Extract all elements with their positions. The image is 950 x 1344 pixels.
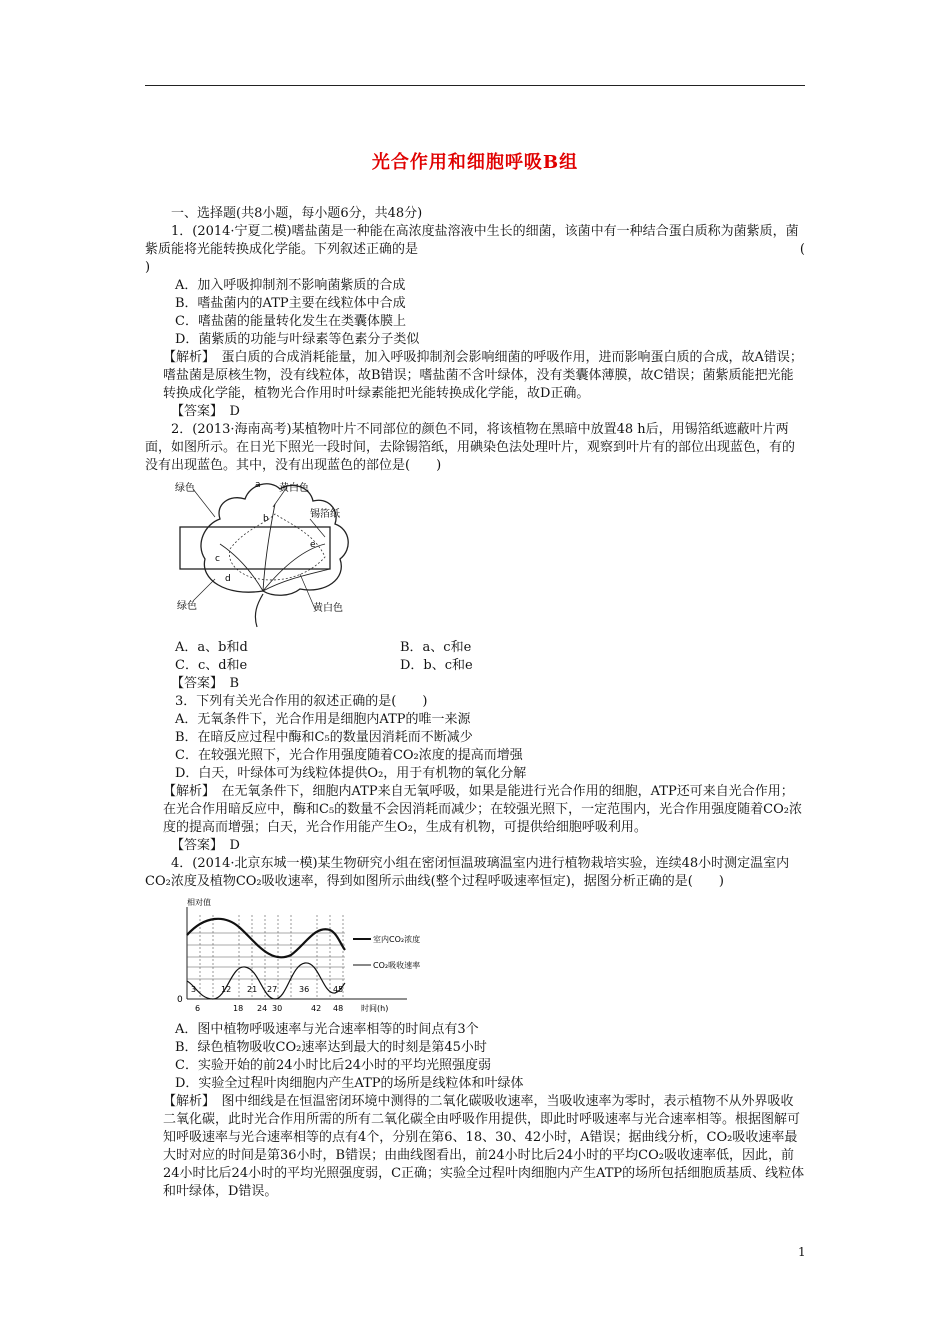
q3-analysis: 【解析】 在无氧条件下，细胞内ATP来自无氧呼吸，如果是能进行光合作用的细胞，ATP还可来自光合作用；在光合作用暗反应中，酶和C₅的数量不会因消耗而减少；在较强光照下，一定范围内，光合作用强度随着CO₂浓度的提高而增强；白天，光合作用能产生O₂，生成有机物，可提供给细胞呼吸利用。 xyxy=(163,784,802,835)
q3-option-d: D．白天，叶绿体可为线粒体提供O₂，用于有机物的氧化分解 xyxy=(175,766,527,781)
q1-paren-open: ( xyxy=(799,242,805,257)
tick-bottom-6: 6 xyxy=(195,1004,201,1013)
q3-option-a: A．无氧条件下，光合作用是细胞内ATP的唯一来源 xyxy=(175,712,471,727)
tick-bottom-24: 24 xyxy=(257,1004,268,1013)
q2-option-b: B．a、c和e xyxy=(400,640,472,655)
q2-answer: 【答案】 B xyxy=(171,676,240,691)
chart-xlabel: 时间(h) xyxy=(361,1004,389,1013)
tick-top-21: 21 xyxy=(247,985,258,994)
label-b: b xyxy=(263,514,269,524)
label-green-bottom: 绿色 xyxy=(177,601,197,612)
q4-stem: 4．(2014·北京东城一模)某生物研究小组在密闭恒温玻璃温室内进行植物栽培实验，连续48小时测定温室内CO₂浓度及植物CO₂吸收速率，得到如图所示曲线(整个过程呼吸速率恒定)，据图分析正确的是( ) xyxy=(145,856,790,889)
q1-option-d: D．菌紫质的功能与叶绿素等色素分子类似 xyxy=(175,332,420,347)
co2-chart-figure xyxy=(175,895,805,1019)
q2-option-a: A．a、b和d xyxy=(175,640,248,655)
q3-option-c: C．在较强光照下，光合作用强度随着CO₂浓度的提高而增强 xyxy=(175,748,523,763)
tick-top-12: 12 xyxy=(221,985,232,994)
tick-top-3: 3 xyxy=(191,985,197,994)
q1-paren-close: ) xyxy=(145,260,151,275)
label-yellow-top: 黄白色 xyxy=(279,483,309,494)
q2-options-row1 xyxy=(145,639,805,657)
leaf-figure xyxy=(175,479,805,637)
document-body xyxy=(145,205,805,1201)
chart-origin: 0 xyxy=(177,995,183,1005)
tick-bottom-48: 48 xyxy=(333,1004,344,1013)
q1-option-a: A．加入呼吸抑制剂不影响菌紫质的合成 xyxy=(175,278,406,293)
q2-stem: 2．(2013·海南高考)某植物叶片不同部位的颜色不同，将该植物在黑暗中放置48 h后，用锡箔纸遮蔽叶片两面，如图所示。在日光下照光一段时间，去除锡箔纸，用碘染色法处理叶片，观察到叶片有的部位出现蓝色，有的没有出现蓝色。其中，没有出现蓝色的部位是( ) xyxy=(145,422,796,473)
label-c: c xyxy=(215,554,220,564)
chart-legend-co2-concentration: 室内CO₂浓度 xyxy=(373,935,421,944)
q4-option-b: B．绿色植物吸收CO₂速率达到最大的时刻是第45小时 xyxy=(175,1040,487,1055)
q2-option-d: D．b、c和e xyxy=(400,658,473,673)
label-e: e xyxy=(310,540,316,550)
q3-answer: 【答案】 D xyxy=(171,838,240,853)
q1-analysis: 【解析】 蛋白质的合成消耗能量，加入呼吸抑制剂会影响细菌的呼吸作用，进而影响蛋白质的合成，故A错误；嗜盐菌是原核生物，没有线粒体，故B错误；嗜盐菌不含叶绿体，没有类囊体薄膜，故C错误；菌紫质能把光能转换成化学能，植物光合作用时叶绿素能把光能转换成化学能，故D正确。 xyxy=(163,350,803,401)
q4-option-a: A．图中植物呼吸速率与光合速率相等的时间点有3个 xyxy=(175,1022,479,1037)
tick-bottom-42: 42 xyxy=(311,1004,322,1013)
tick-top-27: 27 xyxy=(267,985,278,994)
label-a: a xyxy=(255,480,261,490)
q3-option-b: B．在暗反应过程中酶和C₅的数量因消耗而不断减少 xyxy=(175,730,473,745)
page-number: 1 xyxy=(798,1245,806,1259)
chart-ylabel: 相对值 xyxy=(187,898,211,907)
q1-stem-text: 1．(2014·宁夏二模)嗜盐菌是一种能在高浓度盐溶液中生长的细菌，该菌中有一种结合蛋白质称为菌紫质，菌紫质能将光能转换成化学能。下列叙述正确的是 xyxy=(145,224,799,257)
header-rule xyxy=(145,85,805,86)
label-foil: 锡箔纸 xyxy=(310,509,340,520)
q1-option-c: C．嗜盐菌的能量转化发生在类囊体膜上 xyxy=(175,314,406,329)
tick-bottom-30: 30 xyxy=(272,1004,283,1013)
page-title: 光合作用和细胞呼吸B组 xyxy=(371,152,579,173)
q4-option-d: D．实验全过程叶肉细胞内产生ATP的场所是线粒体和叶绿体 xyxy=(175,1076,524,1091)
co2-chart xyxy=(175,895,475,1013)
q2-option-c: C．c、d和e xyxy=(175,658,248,673)
q4-option-c: C．实验开始的前24小时比后24小时的平均光照强度弱 xyxy=(175,1058,492,1073)
chart-legend-co2-absorption: CO₂吸收速率 xyxy=(373,961,421,970)
leaf-diagram xyxy=(175,479,375,631)
q1-answer: 【答案】 D xyxy=(171,404,240,419)
label-green-top: 绿色 xyxy=(175,483,195,494)
q1-option-b: B．嗜盐菌内的ATP主要在线粒体中合成 xyxy=(175,296,406,311)
section-heading: 一、选择题(共8小题，每小题6分，共48分) xyxy=(171,206,423,221)
tick-top-45: 45 xyxy=(333,985,344,994)
tick-bottom-18: 18 xyxy=(233,1004,244,1013)
label-d: d xyxy=(225,574,231,584)
tick-top-36: 36 xyxy=(299,985,310,994)
q3-stem: 3．下列有关光合作用的叙述正确的是( ) xyxy=(175,694,428,709)
q2-options-row2 xyxy=(145,657,805,675)
q1-stem xyxy=(145,223,805,259)
label-yellow-bottom: 黄白色 xyxy=(313,603,343,614)
q4-analysis: 【解析】 图中细线是在恒温密闭环境中测得的二氧化碳吸收速率，当吸收速率为零时，表示植物不从外界吸收二氧化碳，此时光合作用所需的所有二氧化碳全由呼吸作用提供，即此时呼吸速率与光合速率相等。根据图解可知呼吸速率与光合速率相等的点有4个，分别在第6、18、30、42小时，A错误；据曲线分析，CO₂吸收速率最大时对应的时间是第36小时，B错误；由曲线图看出，前24小时比后24小时的平均CO₂吸收速率低，因此，前24小时比后24小时的平均光照强度弱，C正确；实验全过程叶肉细胞内产生ATP的场所包括细胞质基质、线粒体和叶绿体，D错误。 xyxy=(163,1094,805,1199)
